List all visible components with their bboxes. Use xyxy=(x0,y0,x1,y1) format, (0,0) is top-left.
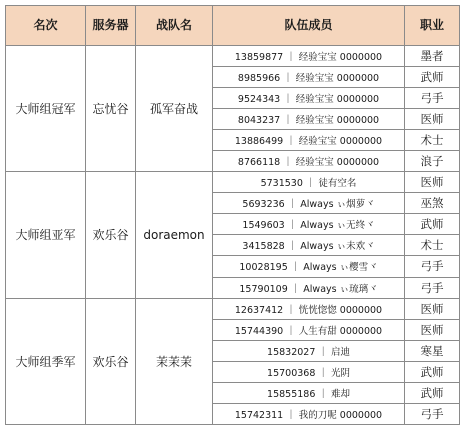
member-cell: 15742311 ｜ 我的刀呢 0000000 xyxy=(213,403,405,424)
team-cell: 茉茉茉 xyxy=(136,298,213,424)
role-cell: 医师 xyxy=(405,319,460,340)
table-header-row xyxy=(6,6,460,46)
rank-cell: 大师组冠军 xyxy=(6,46,86,172)
member-cell: 3415828 ｜ Always ぃ未欢ヾ xyxy=(213,235,405,256)
header-team: 战队名 xyxy=(136,6,213,46)
table-row xyxy=(6,298,460,319)
member-cell: 13886499 ｜ 经验宝宝 0000000 xyxy=(213,130,405,151)
header-members: 队伍成员 xyxy=(213,6,405,46)
role-cell: 术士 xyxy=(405,235,460,256)
member-cell: 8985966 ｜ 经验宝宝 0000000 xyxy=(213,67,405,88)
role-cell: 武师 xyxy=(405,382,460,403)
member-cell: 15855186 ｜ 难却 xyxy=(213,382,405,403)
table-row xyxy=(6,172,460,193)
member-cell: 9524343 ｜ 经验宝宝 0000000 xyxy=(213,88,405,109)
role-cell: 术士 xyxy=(405,130,460,151)
member-cell: 10028195 ｜ Always ぃ樱雪ヾ xyxy=(213,256,405,277)
role-cell: 医师 xyxy=(405,172,460,193)
role-cell: 弓手 xyxy=(405,88,460,109)
rank-cell: 大师组亚军 xyxy=(6,172,86,298)
role-cell: 墨者 xyxy=(405,46,460,67)
member-cell: 8766118 ｜ 经验宝宝 0000000 xyxy=(213,151,405,172)
role-cell: 弓手 xyxy=(405,277,460,298)
member-cell: 15700368 ｜ 光阴 xyxy=(213,361,405,382)
header-role: 职业 xyxy=(405,6,460,46)
role-cell: 弓手 xyxy=(405,403,460,424)
member-cell: 15744390 ｜ 人生有甜 0000000 xyxy=(213,319,405,340)
member-cell: 1549603 ｜ Always ぃ无终ヾ xyxy=(213,214,405,235)
member-cell: 12637412 ｜ 恍恍惚惚 0000000 xyxy=(213,298,405,319)
role-cell: 医师 xyxy=(405,109,460,130)
role-cell: 武师 xyxy=(405,214,460,235)
team-cell: doraemon xyxy=(136,172,213,298)
rank-cell: 大师组季军 xyxy=(6,298,86,424)
role-cell: 武师 xyxy=(405,361,460,382)
role-cell: 医师 xyxy=(405,298,460,319)
header-rank: 名次 xyxy=(6,6,86,46)
role-cell: 弓手 xyxy=(405,256,460,277)
member-cell: 8043237 ｜ 经验宝宝 0000000 xyxy=(213,109,405,130)
role-cell: 浪子 xyxy=(405,151,460,172)
team-cell: 孤军奋战 xyxy=(136,46,213,172)
server-cell: 欢乐谷 xyxy=(86,298,136,424)
table-row xyxy=(6,46,460,67)
role-cell: 武师 xyxy=(405,67,460,88)
member-cell: 15832027 ｜ 启迪 xyxy=(213,340,405,361)
member-cell: 5693236 ｜ Always ぃ烟萝ヾ xyxy=(213,193,405,214)
server-cell: 欢乐谷 xyxy=(86,172,136,298)
server-cell: 忘忧谷 xyxy=(86,46,136,172)
member-cell: 5731530 ｜ 徒有空名 xyxy=(213,172,405,193)
header-server: 服务器 xyxy=(86,6,136,46)
role-cell: 寒星 xyxy=(405,340,460,361)
member-cell: 15790109 ｜ Always ぃ琉璃ヾ xyxy=(213,277,405,298)
member-cell: 13859877 ｜ 经验宝宝 0000000 xyxy=(213,46,405,67)
role-cell: 巫煞 xyxy=(405,193,460,214)
rankings-table xyxy=(5,5,460,425)
